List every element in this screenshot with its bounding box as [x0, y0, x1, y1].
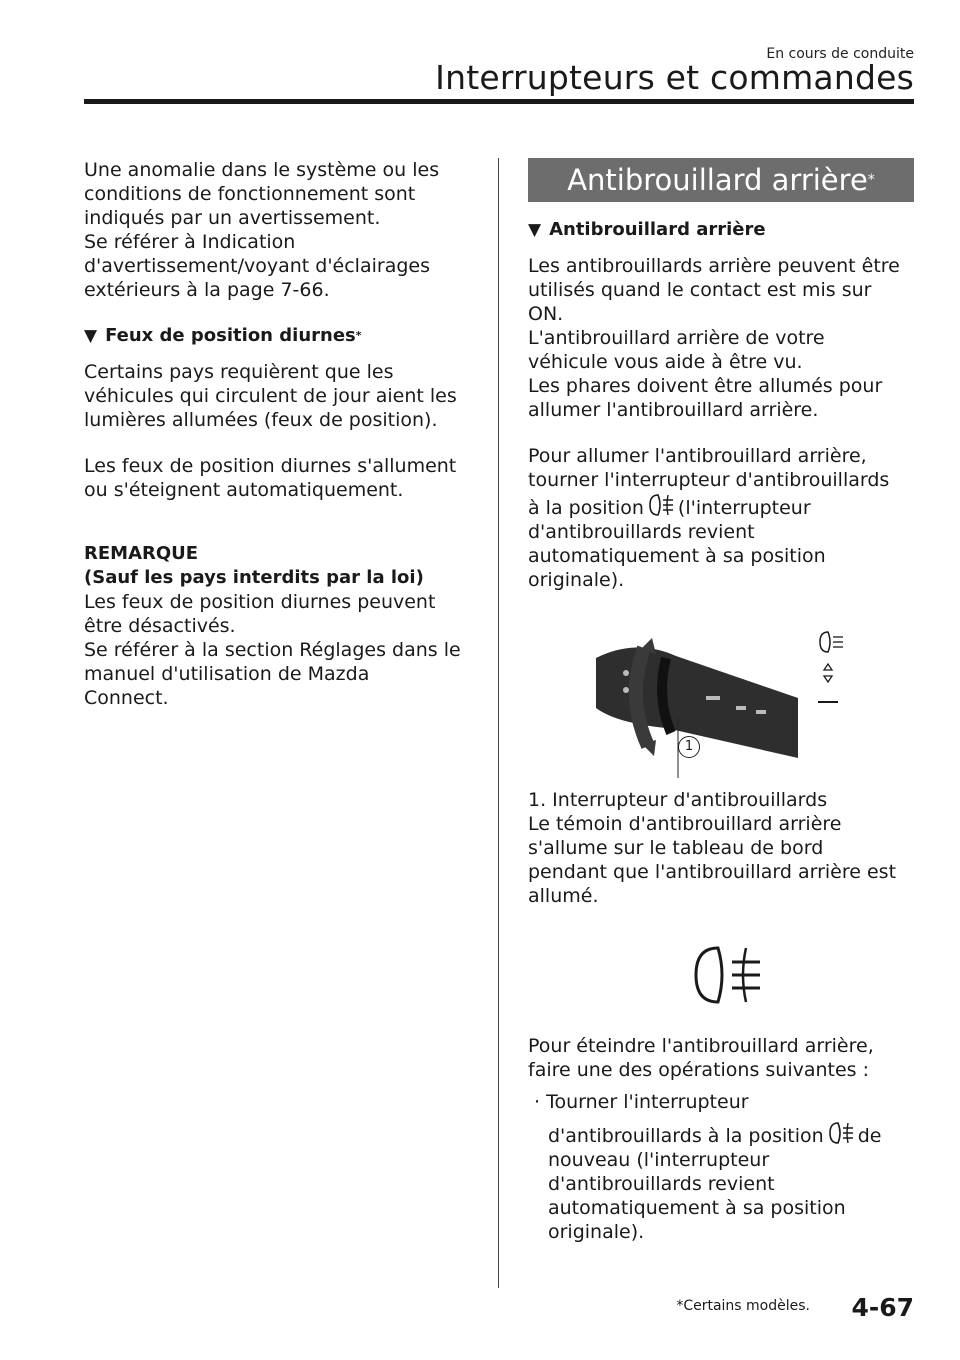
footnote: *Certains modèles.	[676, 1298, 810, 1314]
chapter-title: Interrupteurs et commandes	[435, 58, 914, 97]
banner-asterisk: *	[867, 172, 875, 188]
bullet-rest: nouveau (l'interrupteur d'antibrouillards revient automatiquement à sa position originale).	[548, 1149, 846, 1243]
p2-after: (l'interrupteur d'antibrouillards revient automatiquement à sa position originale).	[528, 497, 826, 591]
page-number: 4-67	[851, 1293, 914, 1322]
column-divider	[498, 158, 499, 1288]
rear-fog-subheading-text: Antibrouillard arrière	[549, 219, 766, 240]
switch-position-icons	[814, 628, 854, 718]
figure-caption: 1. Interrupteur d'antibrouillards	[528, 789, 828, 811]
intro-paragraph: Une anomalie dans le système ou les conditions de fonctionnement sont indiqués par un avertissement. Se référer à Indication d'avertissement/voyant d'éclairages extérieurs à la page 7-66.	[84, 159, 440, 301]
left-column	[84, 158, 484, 732]
rear-fog-subheading	[528, 218, 928, 242]
note-condition: (Sauf les pays interdits par la loi)	[84, 567, 424, 588]
right-column	[528, 158, 928, 1244]
p2-before: Pour allumer l'antibrouillard arrière, tourner l'interrupteur d'antibrouillards à la position	[528, 445, 890, 519]
rear-fog-light-icon	[826, 1120, 856, 1146]
rear-fog-warning-icon	[688, 942, 768, 1008]
note-label: REMARQUE	[84, 543, 199, 564]
section-label: En cours de conduite	[766, 46, 914, 62]
bullet-marker: ·	[534, 1091, 541, 1113]
rear-fog-paragraph-1: Les antibrouillards arrière peuvent être utilisés quand le contact est mis sur ON. L'antibrouillard arrière de votre véhicule vous aide à être vu. Les phares doivent être allumés pour allumer l'antibrouillard arrière.	[528, 255, 900, 421]
switch-illustration	[528, 628, 914, 778]
drl-paragraph-1: Certains pays requièrent que les véhicules qui circulent de jour aient les lumières allumées (feux de position).	[84, 361, 457, 431]
lever-drawing	[596, 628, 798, 778]
bullet-before: d'antibrouillards à la position	[548, 1125, 824, 1147]
rear-fog-paragraph-4: Pour éteindre l'antibrouillard arrière, faire une des opérations suivantes :	[528, 1035, 874, 1081]
triangle-icon: ▼	[528, 220, 542, 240]
bullet-first: Tourner l'interrupteur	[546, 1091, 749, 1113]
callout-1: 1	[678, 736, 700, 758]
drl-heading-text: Feux de position diurnes	[105, 325, 356, 346]
bullet-item	[528, 1090, 928, 1114]
drl-paragraph-2: Les feux de position diurnes s'allument ou s'éteignent automatiquement.	[84, 455, 457, 501]
lever-photo	[596, 628, 798, 778]
bullet-continuation	[528, 1120, 928, 1148]
bullet-after: de	[857, 1125, 882, 1147]
triangle-icon: ▼	[84, 326, 98, 346]
header-rule	[84, 99, 914, 104]
note-text: Les feux de position diurnes peuvent être désactivés. Se référer à la section Réglages dans le manuel d'utilisation de Mazda Connect.	[84, 591, 461, 709]
rear-fog-paragraph-2	[528, 444, 928, 592]
drl-heading	[84, 324, 484, 348]
section-banner	[528, 158, 914, 202]
rear-fog-paragraph-3: Le témoin d'antibrouillard arrière s'allume sur le tableau de bord pendant que l'antibrouillard arrière est allumé.	[528, 813, 897, 907]
asterisk: *	[355, 329, 362, 342]
banner-title: Antibrouillard arrière	[567, 163, 868, 197]
rear-fog-light-icon	[646, 492, 676, 518]
